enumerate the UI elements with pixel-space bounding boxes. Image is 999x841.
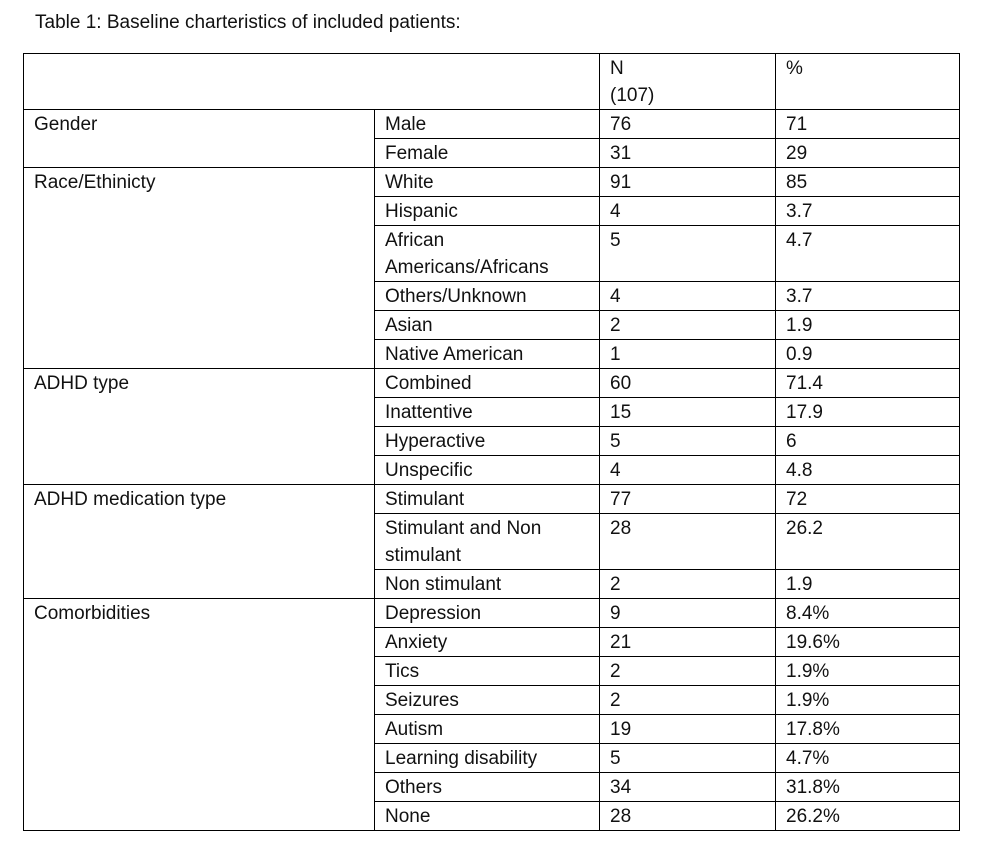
header-percent-cell xyxy=(776,54,960,110)
count-cell: 77 xyxy=(600,485,776,514)
count-cell: 5 xyxy=(600,427,776,456)
percent-cell: 1.9% xyxy=(776,686,960,715)
subcategory-cell: Native American xyxy=(375,340,600,369)
baseline-characteristics-table xyxy=(23,53,960,831)
percent-cell: 26.2% xyxy=(776,802,960,831)
percent-cell: 71.4 xyxy=(776,369,960,398)
subcategory-cell: Asian xyxy=(375,311,600,340)
percent-cell: 8.4% xyxy=(776,599,960,628)
subcategory-cell: Non stimulant xyxy=(375,570,600,599)
subcategory-cell: Others/Unknown xyxy=(375,282,600,311)
percent-cell: 26.2 xyxy=(776,514,960,570)
table-row xyxy=(24,485,960,514)
header-n-cell xyxy=(600,54,776,110)
subcategory-cell: Female xyxy=(375,139,600,168)
subcategory-cell: Inattentive xyxy=(375,398,600,427)
subcategory-cell: Hyperactive xyxy=(375,427,600,456)
percent-cell: 0.9 xyxy=(776,340,960,369)
subcategory-cell: Stimulant xyxy=(375,485,600,514)
count-cell: 28 xyxy=(600,514,776,570)
count-cell: 2 xyxy=(600,570,776,599)
header-n-label: N xyxy=(610,58,624,79)
category-cell: Comorbidities xyxy=(24,599,375,831)
count-cell: 4 xyxy=(600,197,776,226)
percent-cell: 1.9 xyxy=(776,311,960,340)
count-cell: 15 xyxy=(600,398,776,427)
count-cell: 34 xyxy=(600,773,776,802)
count-cell: 1 xyxy=(600,340,776,369)
count-cell: 21 xyxy=(600,628,776,657)
count-cell: 31 xyxy=(600,139,776,168)
percent-cell: 31.8% xyxy=(776,773,960,802)
percent-cell: 1.9 xyxy=(776,570,960,599)
subcategory-cell: Depression xyxy=(375,599,600,628)
subcategory-cell: Others xyxy=(375,773,600,802)
count-cell: 2 xyxy=(600,686,776,715)
header-row xyxy=(24,54,960,110)
table-row xyxy=(24,168,960,197)
count-cell: 5 xyxy=(600,744,776,773)
count-cell: 19 xyxy=(600,715,776,744)
count-cell: 4 xyxy=(600,456,776,485)
subcategory-cell: Anxiety xyxy=(375,628,600,657)
count-cell: 91 xyxy=(600,168,776,197)
subcategory-cell: White xyxy=(375,168,600,197)
percent-cell: 6 xyxy=(776,427,960,456)
percent-cell: 71 xyxy=(776,110,960,139)
subcategory-cell: Autism xyxy=(375,715,600,744)
percent-cell: 3.7 xyxy=(776,282,960,311)
header-n-total: (107) xyxy=(610,85,655,106)
category-cell: ADHD type xyxy=(24,369,375,485)
count-cell: 60 xyxy=(600,369,776,398)
subcategory-cell: Learning disability xyxy=(375,744,600,773)
header-empty-cell xyxy=(24,54,600,110)
percent-cell: 3.7 xyxy=(776,197,960,226)
percent-cell: 4.7% xyxy=(776,744,960,773)
percent-cell: 85 xyxy=(776,168,960,197)
percent-cell: 72 xyxy=(776,485,960,514)
table-caption: Table 1: Baseline charteristics of included patients: xyxy=(35,12,461,33)
count-cell: 76 xyxy=(600,110,776,139)
count-cell: 2 xyxy=(600,311,776,340)
subcategory-cell: Tics xyxy=(375,657,600,686)
percent-cell: 19.6% xyxy=(776,628,960,657)
category-cell: ADHD medication type xyxy=(24,485,375,599)
percent-cell: 4.8 xyxy=(776,456,960,485)
subcategory-cell: Male xyxy=(375,110,600,139)
percent-cell: 17.9 xyxy=(776,398,960,427)
category-cell: Gender xyxy=(24,110,375,168)
header-percent-label: % xyxy=(786,58,803,79)
category-cell: Race/Ethinicty xyxy=(24,168,375,369)
subcategory-cell: Unspecific xyxy=(375,456,600,485)
subcategory-cell: Hispanic xyxy=(375,197,600,226)
percent-cell: 1.9% xyxy=(776,657,960,686)
count-cell: 28 xyxy=(600,802,776,831)
percent-cell: 4.7 xyxy=(776,226,960,282)
subcategory-cell: Stimulant and Non stimulant xyxy=(375,514,600,570)
percent-cell: 29 xyxy=(776,139,960,168)
count-cell: 5 xyxy=(600,226,776,282)
count-cell: 4 xyxy=(600,282,776,311)
subcategory-cell: None xyxy=(375,802,600,831)
subcategory-cell: African Americans/Africans xyxy=(375,226,600,282)
subcategory-cell: Seizures xyxy=(375,686,600,715)
table-row xyxy=(24,599,960,628)
table-row xyxy=(24,369,960,398)
table-row xyxy=(24,110,960,139)
count-cell: 9 xyxy=(600,599,776,628)
percent-cell: 17.8% xyxy=(776,715,960,744)
count-cell: 2 xyxy=(600,657,776,686)
subcategory-cell: Combined xyxy=(375,369,600,398)
